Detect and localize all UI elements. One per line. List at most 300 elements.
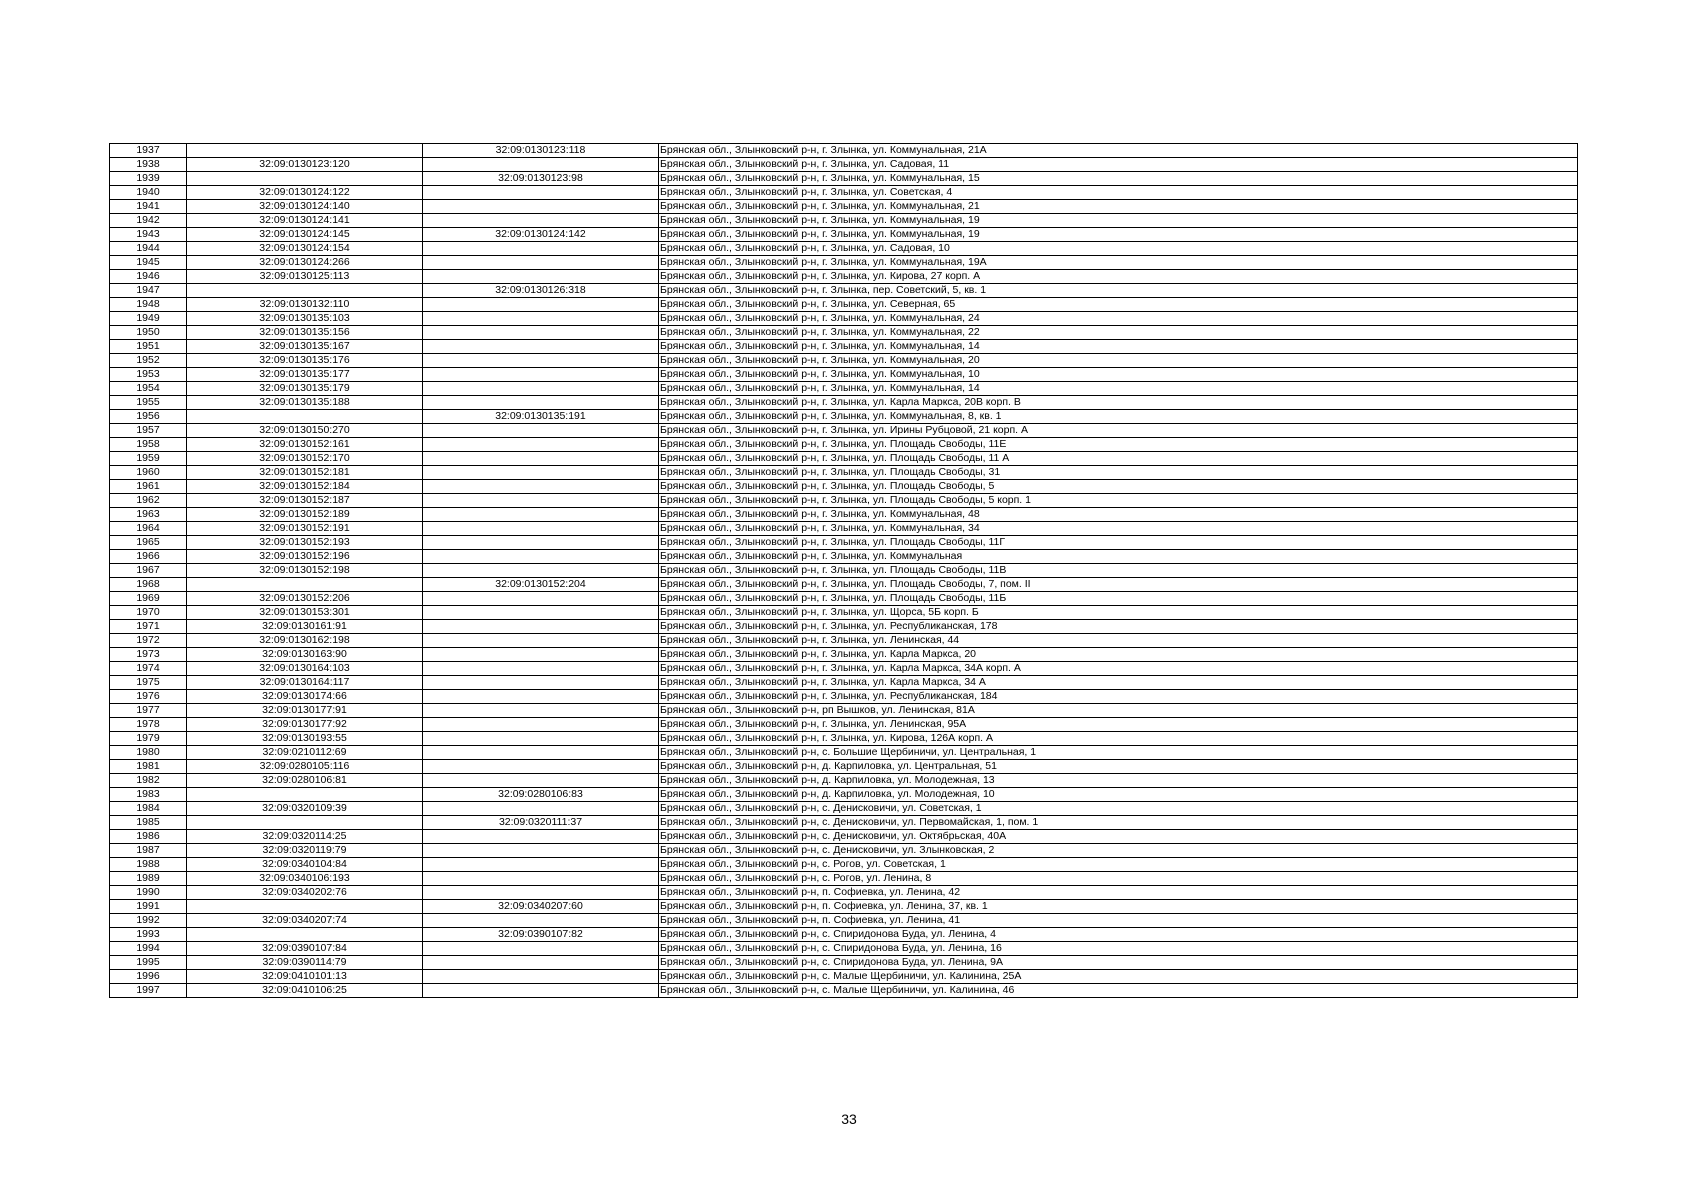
related-cadastral-number-cell — [423, 312, 659, 326]
address-cell: Брянская обл., Злынковский р-н, г. Злынка, ул. Коммунальная, 20 — [659, 354, 1578, 368]
address-cell: Брянская обл., Злынковский р-н, с. Малые Щербиничи, ул. Калинина, 46 — [659, 984, 1578, 998]
table-row — [110, 522, 1578, 536]
related-cadastral-number-cell — [423, 634, 659, 648]
address-cell: Брянская обл., Злынковский р-н, г. Злынка, ул. Республиканская, 184 — [659, 690, 1578, 704]
row-number-cell: 1967 — [110, 564, 187, 578]
related-cadastral-number-cell — [423, 942, 659, 956]
cadastral-number-cell: 32:09:0130152:193 — [187, 536, 423, 550]
row-number-cell: 1984 — [110, 802, 187, 816]
table-row — [110, 494, 1578, 508]
related-cadastral-number-cell — [423, 340, 659, 354]
row-number-cell: 1977 — [110, 704, 187, 718]
related-cadastral-number-cell — [423, 844, 659, 858]
table-row — [110, 690, 1578, 704]
cadastral-number-cell: 32:09:0130135:188 — [187, 396, 423, 410]
row-number-cell: 1971 — [110, 620, 187, 634]
row-number-cell: 1995 — [110, 956, 187, 970]
table-row — [110, 816, 1578, 830]
address-cell: Брянская обл., Злынковский р-н, д. Карпиловка, ул. Центральная, 51 — [659, 760, 1578, 774]
table-row — [110, 424, 1578, 438]
row-number-cell: 1973 — [110, 648, 187, 662]
cadastral-number-cell — [187, 172, 423, 186]
address-cell: Брянская обл., Злынковский р-н, г. Злынка, ул. Площадь Свободы, 11 А — [659, 452, 1578, 466]
cadastral-number-cell: 32:09:0280105:116 — [187, 760, 423, 774]
table-row — [110, 284, 1578, 298]
related-cadastral-number-cell — [423, 480, 659, 494]
address-cell: Брянская обл., Злынковский р-н, г. Злынка, ул. Коммунальная, 24 — [659, 312, 1578, 326]
related-cadastral-number-cell — [423, 956, 659, 970]
row-number-cell: 1969 — [110, 592, 187, 606]
related-cadastral-number-cell — [423, 494, 659, 508]
related-cadastral-number-cell — [423, 270, 659, 284]
table-row — [110, 312, 1578, 326]
cadastral-number-cell: 32:09:0130132:110 — [187, 298, 423, 312]
related-cadastral-number-cell — [423, 368, 659, 382]
table-row — [110, 200, 1578, 214]
table-row — [110, 886, 1578, 900]
related-cadastral-number-cell — [423, 158, 659, 172]
table-row — [110, 592, 1578, 606]
related-cadastral-number-cell — [423, 466, 659, 480]
address-cell: Брянская обл., Злынковский р-н, г. Злынка, ул. Кирова, 27 корп. А — [659, 270, 1578, 284]
address-cell: Брянская обл., Злынковский р-н, г. Злынка, ул. Площадь Свободы, 11Г — [659, 536, 1578, 550]
row-number-cell: 1996 — [110, 970, 187, 984]
address-cell: Брянская обл., Злынковский р-н, г. Злынка, ул. Коммунальная, 14 — [659, 382, 1578, 396]
related-cadastral-number-cell — [423, 508, 659, 522]
cadastral-number-cell: 32:09:0130152:170 — [187, 452, 423, 466]
related-cadastral-number-cell — [423, 648, 659, 662]
table-row — [110, 480, 1578, 494]
row-number-cell: 1988 — [110, 858, 187, 872]
cadastral-number-cell: 32:09:0130177:92 — [187, 718, 423, 732]
row-number-cell: 1937 — [110, 144, 187, 158]
address-cell: Брянская обл., Злынковский р-н, г. Злынка, ул. Площадь Свободы, 7, пом. II — [659, 578, 1578, 592]
cadastral-number-cell: 32:09:0130193:55 — [187, 732, 423, 746]
table-row — [110, 228, 1578, 242]
table-row — [110, 340, 1578, 354]
address-cell: Брянская обл., Злынковский р-н, г. Злынка, ул. Площадь Свободы, 11Б — [659, 592, 1578, 606]
row-number-cell: 1981 — [110, 760, 187, 774]
address-cell: Брянская обл., Злынковский р-н, г. Злынка, ул. Ленинская, 95А — [659, 718, 1578, 732]
cadastral-number-cell — [187, 578, 423, 592]
row-number-cell: 1953 — [110, 368, 187, 382]
address-cell: Брянская обл., Злынковский р-н, с. Денисковичи, ул. Октябрьская, 40А — [659, 830, 1578, 844]
cadastral-number-cell: 32:09:0130164:117 — [187, 676, 423, 690]
related-cadastral-number-cell — [423, 746, 659, 760]
related-cadastral-number-cell — [423, 438, 659, 452]
row-number-cell: 1968 — [110, 578, 187, 592]
address-cell: Брянская обл., Злынковский р-н, с. Спиридонова Буда, ул. Ленина, 4 — [659, 928, 1578, 942]
address-cell: Брянская обл., Злынковский р-н, г. Злынка, ул. Коммунальная, 19А — [659, 256, 1578, 270]
row-number-cell: 1950 — [110, 326, 187, 340]
related-cadastral-number-cell — [423, 396, 659, 410]
related-cadastral-number-cell: 32:09:0130135:191 — [423, 410, 659, 424]
table-row — [110, 900, 1578, 914]
table-row — [110, 158, 1578, 172]
row-number-cell: 1992 — [110, 914, 187, 928]
related-cadastral-number-cell: 32:09:0320111:37 — [423, 816, 659, 830]
table-row — [110, 396, 1578, 410]
address-cell: Брянская обл., Злынковский р-н, г. Злынка, ул. Коммунальная, 34 — [659, 522, 1578, 536]
related-cadastral-number-cell — [423, 452, 659, 466]
row-number-cell: 1960 — [110, 466, 187, 480]
related-cadastral-number-cell — [423, 200, 659, 214]
address-cell: Брянская обл., Злынковский р-н, г. Злынка, ул. Ленинская, 44 — [659, 634, 1578, 648]
address-cell: Брянская обл., Злынковский р-н, г. Злынка, ул. Карла Маркса, 34А корп. А — [659, 662, 1578, 676]
address-cell: Брянская обл., Злынковский р-н, г. Злынка, ул. Площадь Свободы, 31 — [659, 466, 1578, 480]
row-number-cell: 1997 — [110, 984, 187, 998]
row-number-cell: 1983 — [110, 788, 187, 802]
related-cadastral-number-cell: 32:09:0390107:82 — [423, 928, 659, 942]
table-row — [110, 550, 1578, 564]
related-cadastral-number-cell: 32:09:0280106:83 — [423, 788, 659, 802]
table-row — [110, 956, 1578, 970]
table-row — [110, 844, 1578, 858]
table-row — [110, 256, 1578, 270]
cadastral-number-cell: 32:09:0130124:141 — [187, 214, 423, 228]
table-row — [110, 368, 1578, 382]
table-row — [110, 172, 1578, 186]
row-number-cell: 1991 — [110, 900, 187, 914]
related-cadastral-number-cell — [423, 564, 659, 578]
row-number-cell: 1965 — [110, 536, 187, 550]
address-cell: Брянская обл., Злынковский р-н, с. Рогов, ул. Советская, 1 — [659, 858, 1578, 872]
address-cell: Брянская обл., Злынковский р-н, п. Софиевка, ул. Ленина, 37, кв. 1 — [659, 900, 1578, 914]
related-cadastral-number-cell — [423, 606, 659, 620]
address-cell: Брянская обл., Злынковский р-н, п. Софиевка, ул. Ленина, 42 — [659, 886, 1578, 900]
address-cell: Брянская обл., Злынковский р-н, д. Карпиловка, ул. Молодежная, 10 — [659, 788, 1578, 802]
table-row — [110, 452, 1578, 466]
related-cadastral-number-cell: 32:09:0130126:318 — [423, 284, 659, 298]
address-cell: Брянская обл., Злынковский р-н, г. Злынка, ул. Коммунальная, 8, кв. 1 — [659, 410, 1578, 424]
table-row — [110, 606, 1578, 620]
address-cell: Брянская обл., Злынковский р-н, г. Злынка, ул. Коммунальная, 48 — [659, 508, 1578, 522]
table-row — [110, 634, 1578, 648]
address-cell: Брянская обл., Злынковский р-н, с. Спиридонова Буда, ул. Ленина, 16 — [659, 942, 1578, 956]
table-row — [110, 704, 1578, 718]
related-cadastral-number-cell — [423, 704, 659, 718]
related-cadastral-number-cell — [423, 984, 659, 998]
related-cadastral-number-cell — [423, 354, 659, 368]
table-row — [110, 718, 1578, 732]
address-cell: Брянская обл., Злынковский р-н, г. Злынка, ул. Советская, 4 — [659, 186, 1578, 200]
table-row — [110, 984, 1578, 998]
cadastral-number-cell — [187, 900, 423, 914]
address-cell: Брянская обл., Злынковский р-н, с. Спиридонова Буда, ул. Ленина, 9А — [659, 956, 1578, 970]
row-number-cell: 1947 — [110, 284, 187, 298]
related-cadastral-number-cell — [423, 256, 659, 270]
cadastral-number-cell: 32:09:0130125:113 — [187, 270, 423, 284]
table-row — [110, 648, 1578, 662]
row-number-cell: 1986 — [110, 830, 187, 844]
address-cell: Брянская обл., Злынковский р-н, с. Малые Щербиничи, ул. Калинина, 25А — [659, 970, 1578, 984]
row-number-cell: 1951 — [110, 340, 187, 354]
row-number-cell: 1939 — [110, 172, 187, 186]
table-row — [110, 466, 1578, 480]
row-number-cell: 1961 — [110, 480, 187, 494]
cadastral-number-cell: 32:09:0410106:25 — [187, 984, 423, 998]
cadastral-number-cell: 32:09:0130124:154 — [187, 242, 423, 256]
cadastral-number-cell: 32:09:0130152:187 — [187, 494, 423, 508]
row-number-cell: 1949 — [110, 312, 187, 326]
address-cell: Брянская обл., Злынковский р-н, г. Злынка, ул. Площадь Свободы, 11Е — [659, 438, 1578, 452]
cadastral-number-cell: 32:09:0130152:206 — [187, 592, 423, 606]
related-cadastral-number-cell — [423, 186, 659, 200]
cadastral-number-cell: 32:09:0340104:84 — [187, 858, 423, 872]
table-row — [110, 508, 1578, 522]
table-row — [110, 872, 1578, 886]
table-row — [110, 858, 1578, 872]
row-number-cell: 1978 — [110, 718, 187, 732]
row-number-cell: 1963 — [110, 508, 187, 522]
cadastral-number-cell — [187, 410, 423, 424]
cadastral-number-cell: 32:09:0130162:198 — [187, 634, 423, 648]
related-cadastral-number-cell — [423, 424, 659, 438]
table-row — [110, 270, 1578, 284]
cadastral-number-cell: 32:09:0210112:69 — [187, 746, 423, 760]
address-cell: Брянская обл., Злынковский р-н, г. Злынка, ул. Коммунальная, 19 — [659, 228, 1578, 242]
table-body — [110, 144, 1578, 998]
row-number-cell: 1945 — [110, 256, 187, 270]
address-cell: Брянская обл., Злынковский р-н, г. Злынка, ул. Северная, 65 — [659, 298, 1578, 312]
address-cell: Брянская обл., Злынковский р-н, с. Денисковичи, ул. Советская, 1 — [659, 802, 1578, 816]
address-cell: Брянская обл., Злынковский р-н, г. Злынка, ул. Щорса, 5Б корп. Б — [659, 606, 1578, 620]
table-row — [110, 942, 1578, 956]
related-cadastral-number-cell — [423, 662, 659, 676]
cadastral-number-cell: 32:09:0320114:25 — [187, 830, 423, 844]
row-number-cell: 1943 — [110, 228, 187, 242]
table-row — [110, 186, 1578, 200]
address-cell: Брянская обл., Злынковский р-н, г. Злынка, ул. Площадь Свободы, 5 корп. 1 — [659, 494, 1578, 508]
row-number-cell: 1941 — [110, 200, 187, 214]
row-number-cell: 1957 — [110, 424, 187, 438]
related-cadastral-number-cell — [423, 774, 659, 788]
address-cell: Брянская обл., Злынковский р-н, г. Злынка, ул. Коммунальная, 19 — [659, 214, 1578, 228]
row-number-cell: 1942 — [110, 214, 187, 228]
cadastral-number-cell: 32:09:0130152:189 — [187, 508, 423, 522]
table-row — [110, 732, 1578, 746]
related-cadastral-number-cell — [423, 830, 659, 844]
table-row — [110, 830, 1578, 844]
cadastral-number-cell: 32:09:0340106:193 — [187, 872, 423, 886]
related-cadastral-number-cell — [423, 298, 659, 312]
row-number-cell: 1938 — [110, 158, 187, 172]
cadastral-number-cell: 32:09:0130152:196 — [187, 550, 423, 564]
row-number-cell: 1962 — [110, 494, 187, 508]
address-cell: Брянская обл., Злынковский р-н, с. Большие Щербиничи, ул. Центральная, 1 — [659, 746, 1578, 760]
address-cell: Брянская обл., Злынковский р-н, г. Злынка, ул. Коммунальная — [659, 550, 1578, 564]
cadastral-number-cell: 32:09:0340202:76 — [187, 886, 423, 900]
row-number-cell: 1940 — [110, 186, 187, 200]
cadastral-number-cell: 32:09:0130174:66 — [187, 690, 423, 704]
cadastral-number-cell: 32:09:0280106:81 — [187, 774, 423, 788]
table-row — [110, 914, 1578, 928]
related-cadastral-number-cell — [423, 676, 659, 690]
row-number-cell: 1974 — [110, 662, 187, 676]
address-cell: Брянская обл., Злынковский р-н, г. Злынка, ул. Карла Маркса, 20В корп. В — [659, 396, 1578, 410]
cadastral-number-cell: 32:09:0130124:145 — [187, 228, 423, 242]
related-cadastral-number-cell — [423, 242, 659, 256]
cadastral-number-cell: 32:09:0130135:103 — [187, 312, 423, 326]
table-row — [110, 326, 1578, 340]
table-row — [110, 760, 1578, 774]
cadastral-number-cell — [187, 928, 423, 942]
cadastral-number-cell: 32:09:0130135:156 — [187, 326, 423, 340]
row-number-cell: 1970 — [110, 606, 187, 620]
related-cadastral-number-cell — [423, 886, 659, 900]
row-number-cell: 1975 — [110, 676, 187, 690]
address-cell: Брянская обл., Злынковский р-н, г. Злынка, ул. Коммунальная, 10 — [659, 368, 1578, 382]
address-cell: Брянская обл., Злынковский р-н, г. Злынка, ул. Площадь Свободы, 5 — [659, 480, 1578, 494]
related-cadastral-number-cell — [423, 718, 659, 732]
cadastral-number-cell: 32:09:0130153:301 — [187, 606, 423, 620]
table-row — [110, 382, 1578, 396]
table-row — [110, 536, 1578, 550]
table-row — [110, 564, 1578, 578]
related-cadastral-number-cell — [423, 732, 659, 746]
address-cell: Брянская обл., Злынковский р-н, д. Карпиловка, ул. Молодежная, 13 — [659, 774, 1578, 788]
related-cadastral-number-cell — [423, 522, 659, 536]
address-cell: Брянская обл., Злынковский р-н, г. Злынка, ул. Коммунальная, 21 — [659, 200, 1578, 214]
table-row — [110, 144, 1578, 158]
address-cell: Брянская обл., Злынковский р-н, г. Злынка, ул. Площадь Свободы, 11В — [659, 564, 1578, 578]
table-row — [110, 774, 1578, 788]
address-cell: Брянская обл., Злынковский р-н, рп Вышков, ул. Ленинская, 81А — [659, 704, 1578, 718]
row-number-cell: 1980 — [110, 746, 187, 760]
table-row — [110, 662, 1578, 676]
table-row — [110, 578, 1578, 592]
cadastral-number-cell: 32:09:0130163:90 — [187, 648, 423, 662]
cadastral-number-cell: 32:09:0130150:270 — [187, 424, 423, 438]
row-number-cell: 1958 — [110, 438, 187, 452]
related-cadastral-number-cell: 32:09:0130123:118 — [423, 144, 659, 158]
address-cell: Брянская обл., Злынковский р-н, г. Злынка, ул. Коммунальная, 22 — [659, 326, 1578, 340]
cadastral-number-cell: 32:09:0390107:84 — [187, 942, 423, 956]
table-row — [110, 620, 1578, 634]
cadastral-number-cell: 32:09:0130124:140 — [187, 200, 423, 214]
address-cell: Брянская обл., Злынковский р-н, г. Злынка, ул. Карла Маркса, 20 — [659, 648, 1578, 662]
related-cadastral-number-cell — [423, 382, 659, 396]
cadastral-number-cell: 32:09:0130164:103 — [187, 662, 423, 676]
address-cell: Брянская обл., Злынковский р-н, с. Рогов, ул. Ленина, 8 — [659, 872, 1578, 886]
related-cadastral-number-cell — [423, 970, 659, 984]
cadastral-number-cell: 32:09:0130152:191 — [187, 522, 423, 536]
table-row — [110, 354, 1578, 368]
row-number-cell: 1948 — [110, 298, 187, 312]
cadastral-number-cell: 32:09:0130124:122 — [187, 186, 423, 200]
row-number-cell: 1955 — [110, 396, 187, 410]
cadastral-number-cell: 32:09:0390114:79 — [187, 956, 423, 970]
row-number-cell: 1976 — [110, 690, 187, 704]
table-row — [110, 802, 1578, 816]
table-row — [110, 746, 1578, 760]
address-cell: Брянская обл., Злынковский р-н, г. Злынка, ул. Коммунальная, 21А — [659, 144, 1578, 158]
address-cell: Брянская обл., Злынковский р-н, с. Денисковичи, ул. Первомайская, 1, пом. 1 — [659, 816, 1578, 830]
related-cadastral-number-cell — [423, 690, 659, 704]
related-cadastral-number-cell — [423, 592, 659, 606]
cadastral-number-cell: 32:09:0130152:198 — [187, 564, 423, 578]
row-number-cell: 1946 — [110, 270, 187, 284]
address-cell: Брянская обл., Злынковский р-н, г. Злынка, ул. Коммунальная, 15 — [659, 172, 1578, 186]
related-cadastral-number-cell: 32:09:0130124:142 — [423, 228, 659, 242]
page-number: 33 — [841, 1111, 857, 1127]
address-cell: Брянская обл., Злынковский р-н, с. Денисковичи, ул. Злынковская, 2 — [659, 844, 1578, 858]
address-cell: Брянская обл., Злынковский р-н, г. Злынка, ул. Садовая, 10 — [659, 242, 1578, 256]
row-number-cell: 1972 — [110, 634, 187, 648]
row-number-cell: 1959 — [110, 452, 187, 466]
related-cadastral-number-cell — [423, 858, 659, 872]
table-row — [110, 676, 1578, 690]
cadastral-number-cell: 32:09:0130161:91 — [187, 620, 423, 634]
cadastral-number-cell — [187, 788, 423, 802]
cadastral-number-cell: 32:09:0340207:74 — [187, 914, 423, 928]
table-row — [110, 242, 1578, 256]
row-number-cell: 1964 — [110, 522, 187, 536]
row-number-cell: 1982 — [110, 774, 187, 788]
row-number-cell: 1994 — [110, 942, 187, 956]
address-cell: Брянская обл., Злынковский р-н, г. Злынка, ул. Садовая, 11 — [659, 158, 1578, 172]
related-cadastral-number-cell — [423, 620, 659, 634]
address-cell: Брянская обл., Злынковский р-н, г. Злынка, ул. Коммунальная, 14 — [659, 340, 1578, 354]
related-cadastral-number-cell — [423, 914, 659, 928]
address-cell: Брянская обл., Злынковский р-н, п. Софиевка, ул. Ленина, 41 — [659, 914, 1578, 928]
cadastral-number-cell: 32:09:0130135:177 — [187, 368, 423, 382]
row-number-cell: 1993 — [110, 928, 187, 942]
cadastral-number-cell — [187, 144, 423, 158]
address-cell: Брянская обл., Злынковский р-н, г. Злынка, ул. Ирины Рубцовой, 21 корп. А — [659, 424, 1578, 438]
cadastral-number-cell — [187, 816, 423, 830]
property-registry-table — [109, 143, 1578, 998]
cadastral-number-cell: 32:09:0130177:91 — [187, 704, 423, 718]
related-cadastral-number-cell: 32:09:0130123:98 — [423, 172, 659, 186]
related-cadastral-number-cell — [423, 214, 659, 228]
cadastral-number-cell: 32:09:0130135:167 — [187, 340, 423, 354]
cadastral-number-cell: 32:09:0130152:181 — [187, 466, 423, 480]
related-cadastral-number-cell: 32:09:0340207:60 — [423, 900, 659, 914]
related-cadastral-number-cell: 32:09:0130152:204 — [423, 578, 659, 592]
cadastral-number-cell — [187, 284, 423, 298]
table-row — [110, 438, 1578, 452]
table-row — [110, 788, 1578, 802]
cadastral-number-cell: 32:09:0130135:176 — [187, 354, 423, 368]
row-number-cell: 1989 — [110, 872, 187, 886]
row-number-cell: 1956 — [110, 410, 187, 424]
table-row — [110, 410, 1578, 424]
cadastral-number-cell: 32:09:0130124:266 — [187, 256, 423, 270]
row-number-cell: 1990 — [110, 886, 187, 900]
related-cadastral-number-cell — [423, 760, 659, 774]
row-number-cell: 1987 — [110, 844, 187, 858]
related-cadastral-number-cell — [423, 536, 659, 550]
table-row — [110, 928, 1578, 942]
row-number-cell: 1985 — [110, 816, 187, 830]
address-cell: Брянская обл., Злынковский р-н, г. Злынка, пер. Советский, 5, кв. 1 — [659, 284, 1578, 298]
row-number-cell: 1954 — [110, 382, 187, 396]
related-cadastral-number-cell — [423, 802, 659, 816]
related-cadastral-number-cell — [423, 872, 659, 886]
cadastral-number-cell: 32:09:0320109:39 — [187, 802, 423, 816]
related-cadastral-number-cell — [423, 550, 659, 564]
table-row — [110, 298, 1578, 312]
row-number-cell: 1966 — [110, 550, 187, 564]
row-number-cell: 1944 — [110, 242, 187, 256]
address-cell: Брянская обл., Злынковский р-н, г. Злынка, ул. Республиканская, 178 — [659, 620, 1578, 634]
related-cadastral-number-cell — [423, 326, 659, 340]
cadastral-number-cell: 32:09:0130123:120 — [187, 158, 423, 172]
row-number-cell: 1979 — [110, 732, 187, 746]
cadastral-number-cell: 32:09:0130152:184 — [187, 480, 423, 494]
table-row — [110, 214, 1578, 228]
